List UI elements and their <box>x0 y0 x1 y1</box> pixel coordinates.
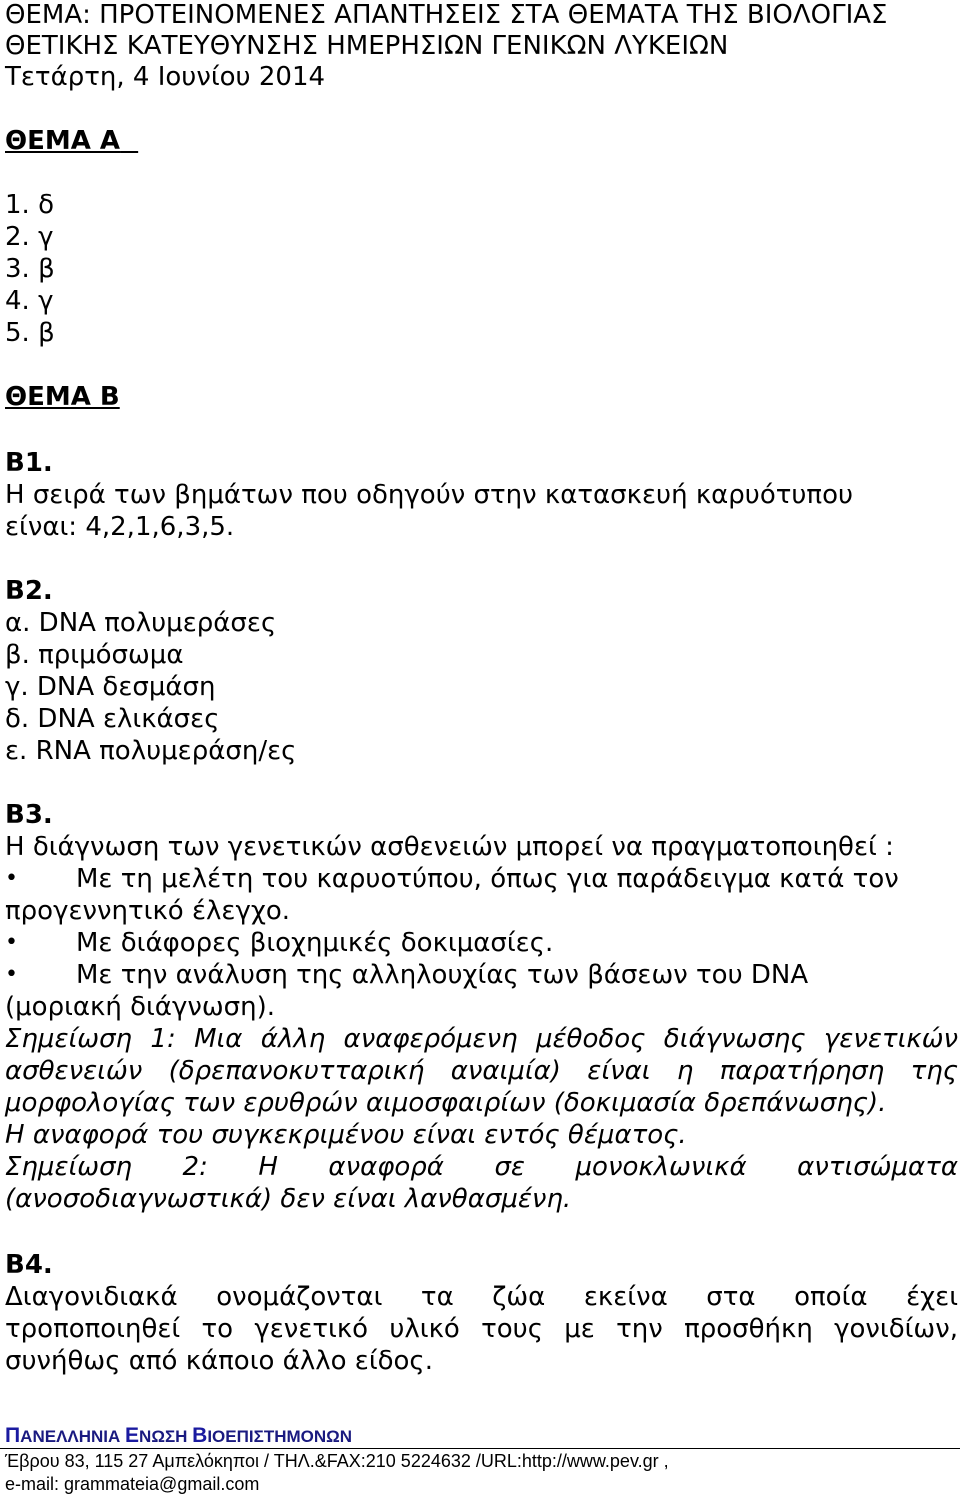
thema-a-title: ΘΕΜΑ Α <box>5 126 121 156</box>
footer-org-initial-e: Ε <box>125 1424 140 1447</box>
b3-bullet-2: Με διάφορες βιοχημικές δοκιμασίες. <box>76 928 554 958</box>
b3-bullet-1-line-2: προγεννητικό έλεγχο. <box>5 896 291 926</box>
b2-item-c: γ. DNA δεσμάση <box>5 672 216 702</box>
bullet-icon: • <box>5 930 18 955</box>
thema-b-title: ΘΕΜΑ Β <box>5 382 120 412</box>
b2-item-a: α. DNA πολυμεράσες <box>5 608 277 638</box>
b3-note-1-line-2: ασθενειών (δρεπανοκυτταρική αναιμία) είναι η παρατήρηση της <box>5 1056 958 1086</box>
b3-note-2-line-1: Σημείωση 2: Η αναφορά σε μονοκλωνικά αντισώματα <box>5 1152 958 1182</box>
footer-org-initial-b: Β <box>192 1424 208 1447</box>
footer-org-part-3: ΙΟΕΠΙΣΤΗΜΟΝΩΝ <box>207 1427 353 1446</box>
b3-note-1-line-1: Σημείωση 1: Μια άλλη αναφερόμενη μέθοδος διάγνωσης γενετικών <box>5 1024 958 1054</box>
header-date: Τετάρτη, 4 Ιουνίου 2014 <box>5 62 326 92</box>
footer-organization <box>5 1424 352 1448</box>
b2-item-e: ε. RNA πολυμεράση/ες <box>5 736 297 766</box>
footer-divider <box>0 1448 960 1449</box>
b2-item-d: δ. DNA ελικάσες <box>5 704 220 734</box>
bullet-icon: • <box>5 866 18 891</box>
b4-label: Β4. <box>5 1250 53 1280</box>
b2-item-b: β. πριμόσωμα <box>5 640 184 670</box>
b4-text-line-2: τροποποιηθεί το γενετικό υλικό τους με την προσθήκη γονιδίων, <box>5 1314 958 1344</box>
b4-text-line-3: συνήθως από κάποιο άλλο είδος. <box>5 1346 433 1376</box>
thema-a-answer-1: 1. δ <box>5 190 54 220</box>
b4-text-line-1: Διαγονιδιακά ονομάζονται τα ζώα εκείνα στα οποία έχει <box>5 1282 958 1312</box>
thema-a-answer-5: 5. β <box>5 318 55 348</box>
footer-org-part-1: ΑΝΕΛΛΗΝΙΑ <box>20 1427 126 1446</box>
b3-label: Β3. <box>5 800 53 830</box>
header-line-1: ΘΕΜΑ: ΠΡΟΤΕΙΝΟΜΕΝΕΣ ΑΠΑΝΤΗΣΕΙΣ ΣΤΑ ΘΕΜΑΤΑ ΤΗΣ ΒΙΟΛΟΓΙΑΣ <box>5 0 888 30</box>
footer-org-part-2: ΝΩΣΗ <box>139 1427 193 1446</box>
b3-note-2-line-2: (ανοσοδιαγνωστικά) δεν είναι λανθασμένη. <box>5 1184 572 1214</box>
b3-bullet-3-line-1: Με την ανάλυση της αλληλουχίας των βάσεων του DNA <box>76 960 809 990</box>
b3-note-1-line-3: μορφολογίας των ερυθρών αιμοσφαιρίων (δοκιμασία δρεπάνωσης). <box>5 1088 887 1118</box>
thema-a-answer-4: 4. γ <box>5 286 54 316</box>
header-line-2: ΘΕΤΙΚΗΣ ΚΑΤΕΥΘΥΝΣΗΣ ΗΜΕΡΗΣΙΩΝ ΓΕΝΙΚΩΝ ΛΥΚΕΙΩΝ <box>5 31 729 61</box>
b3-bullet-3-line-2: (μοριακή διάγνωση). <box>5 992 275 1022</box>
footer-address: Έβρου 83, 115 27 Αμπελόκηποι / ΤΗΛ.&FAX:210 5224632 /URL:http://www.pev.gr , <box>5 1451 669 1471</box>
b1-text-line-2: είναι: 4,2,1,6,3,5. <box>5 512 235 542</box>
thema-a-answer-3: 3. β <box>5 254 55 284</box>
b3-note-1-line-4: Η αναφορά του συγκεκριμένου είναι εντός θέματος. <box>5 1120 687 1150</box>
bullet-icon: • <box>5 962 18 987</box>
thema-a-answer-2: 2. γ <box>5 222 54 252</box>
b1-label: Β1. <box>5 448 53 478</box>
b2-label: Β2. <box>5 576 53 606</box>
b3-intro: Η διάγνωση των γενετικών ασθενειών μπορεί να πραγματοποιηθεί : <box>5 832 894 862</box>
b3-bullet-1-line-1: Με τη μελέτη του καρυοτύπου, όπως για παράδειγμα κατά τον <box>76 864 899 894</box>
footer-email: e-mail: grammateia@gmail.com <box>5 1474 260 1494</box>
b1-text-line-1: Η σειρά των βημάτων που οδηγούν στην κατασκευή καρυότυπου <box>5 480 854 510</box>
footer-org-initial-p: Π <box>5 1424 21 1447</box>
